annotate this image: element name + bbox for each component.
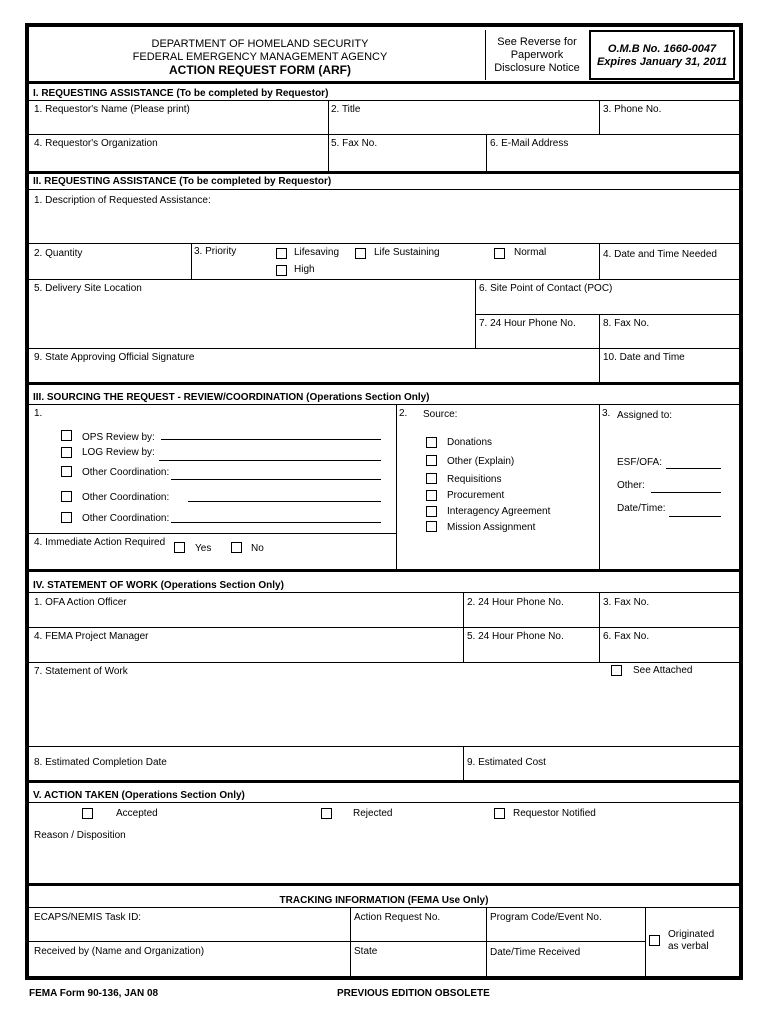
other-coord-2-label: Other Coordination: — [82, 492, 170, 503]
see-attached-checkbox[interactable] — [611, 665, 622, 676]
rejected-checkbox[interactable] — [321, 808, 332, 819]
log-review-label: LOG Review by: — [82, 447, 155, 458]
delivery-site-label: 5. Delivery Site Location — [34, 283, 142, 294]
agency-name: FEDERAL EMERGENCY MANAGEMENT AGENCY — [132, 51, 388, 63]
received-by-label: Received by (Name and Organization) — [34, 946, 205, 957]
source-mission-checkbox[interactable] — [426, 521, 437, 532]
life-sustaining-checkbox[interactable] — [355, 248, 366, 259]
source-interagency-label: Interagency Agreement — [447, 506, 551, 517]
form-title: ACTION REQUEST FORM (ARF) — [169, 63, 351, 77]
other-coord-3-checkbox[interactable] — [61, 512, 72, 523]
ops-review-checkbox[interactable] — [61, 430, 72, 441]
quantity-label: 2. Quantity — [34, 248, 83, 259]
ofa-fax-label: 3. Fax No. — [603, 597, 650, 608]
form-number: FEMA Form 90-136, JAN 08 — [29, 988, 159, 999]
immediate-action-label: 4. Immediate Action Required — [34, 537, 166, 548]
immediate-yes-label: Yes — [195, 543, 212, 554]
notice-line-1: See Reverse for — [497, 36, 577, 48]
source-number: 2. — [399, 408, 408, 419]
ops-review-line[interactable] — [161, 439, 381, 440]
assigned-number: 3. — [602, 408, 611, 419]
ofa-officer-label: 1. OFA Action Officer — [34, 597, 127, 608]
normal-label: Normal — [514, 247, 547, 258]
other-coord-2-checkbox[interactable] — [61, 491, 72, 502]
source-procurement-label: Procurement — [447, 490, 505, 501]
log-review-checkbox[interactable] — [61, 447, 72, 458]
source-requisitions-checkbox[interactable] — [426, 473, 437, 484]
high-checkbox[interactable] — [276, 265, 287, 276]
fax-label: 5. Fax No. — [331, 138, 378, 149]
date-needed-label: 4. Date and Time Needed — [603, 249, 717, 260]
originated-verbal-checkbox[interactable] — [649, 935, 660, 946]
requestor-notified-checkbox[interactable] — [494, 808, 505, 819]
ecaps-label: ECAPS/NEMIS Task ID: — [34, 912, 142, 923]
reason-disposition-label: Reason / Disposition — [34, 830, 126, 841]
estimated-cost-label: 9. Estimated Cost — [467, 757, 546, 768]
originated-label: Originated — [668, 929, 715, 940]
accepted-label: Accepted — [116, 808, 158, 819]
accepted-checkbox[interactable] — [82, 808, 93, 819]
ops-review-label: OPS Review by: — [82, 432, 155, 443]
other-coord-1-checkbox[interactable] — [61, 466, 72, 477]
other-coord-2-line[interactable] — [188, 501, 381, 502]
requestor-notified-label: Requestor Notified — [513, 808, 596, 819]
section-4-heading: IV. STATEMENT OF WORK (Operations Section Only) — [33, 580, 284, 591]
log-review-line[interactable] — [159, 460, 381, 461]
poc-label: 6. Site Point of Contact (POC) — [479, 283, 613, 294]
omb-expires: Expires January 31, 2011 — [596, 56, 728, 68]
requestor-name-label: 1. Requestor's Name (Please print) — [34, 104, 190, 115]
immediate-yes-checkbox[interactable] — [174, 542, 185, 553]
assigned-label: Assigned to: — [617, 410, 673, 421]
high-label: High — [294, 264, 315, 275]
section-1-heading: I. REQUESTING ASSISTANCE (To be completed by Requestor) — [33, 88, 329, 99]
email-label: 6. E-Mail Address — [490, 138, 569, 149]
source-mission-label: Mission Assignment — [447, 522, 536, 533]
description-label: 1. Description of Requested Assistance: — [34, 195, 211, 206]
section-2-heading: II. REQUESTING ASSISTANCE (To be completed by Requestor) — [33, 176, 332, 187]
life-sustaining-label: Life Sustaining — [374, 247, 440, 258]
pm-phone-label: 5. 24 Hour Phone No. — [467, 631, 564, 642]
state-label: State — [354, 946, 378, 957]
see-attached-label: See Attached — [633, 665, 693, 676]
project-manager-label: 4. FEMA Project Manager — [34, 631, 149, 642]
assigned-other-label: Other: — [617, 480, 645, 491]
statement-of-work-label: 7. Statement of Work — [34, 666, 128, 677]
date-time-label: 10. Date and Time — [603, 352, 685, 363]
program-code-label: Program Code/Event No. — [490, 912, 602, 923]
review-number: 1. — [34, 408, 43, 419]
phone-label: 3. Phone No. — [603, 104, 662, 115]
source-other-label: Other (Explain) — [447, 456, 515, 467]
as-verbal-label: as verbal — [668, 941, 709, 952]
obsolete-notice: PREVIOUS EDITION OBSOLETE — [337, 988, 490, 999]
other-coord-1-label: Other Coordination: — [82, 467, 170, 478]
notice-line-3: Disclosure Notice — [494, 62, 580, 74]
other-coord-1-line[interactable] — [171, 479, 381, 480]
source-label: Source: — [423, 409, 458, 420]
esf-ofa-label: ESF/OFA: — [617, 457, 663, 468]
normal-checkbox[interactable] — [494, 248, 505, 259]
assigned-datetime-label: Date/Time: — [617, 503, 666, 514]
source-requisitions-label: Requisitions — [447, 474, 502, 485]
source-interagency-checkbox[interactable] — [426, 506, 437, 517]
dept-name: DEPARTMENT OF HOMELAND SECURITY — [151, 38, 369, 50]
notice-line-2: Paperwork — [510, 49, 564, 61]
assigned-datetime-line[interactable] — [669, 516, 721, 517]
completion-date-label: 8. Estimated Completion Date — [34, 757, 167, 768]
other-coord-3-line[interactable] — [171, 522, 381, 523]
state-signature-label: 9. State Approving Official Signature — [34, 352, 195, 363]
fax-2-label: 8. Fax No. — [603, 318, 650, 329]
rejected-label: Rejected — [353, 808, 393, 819]
immediate-no-label: No — [251, 543, 264, 554]
source-other-checkbox[interactable] — [426, 455, 437, 466]
omb-number: O.M.B No. 1660-0047 — [607, 43, 717, 55]
lifesaving-checkbox[interactable] — [276, 248, 287, 259]
source-donations-label: Donations — [447, 437, 493, 448]
priority-label: 3. Priority — [194, 246, 237, 257]
section-5-heading: V. ACTION TAKEN (Operations Section Only) — [33, 790, 245, 801]
source-donations-checkbox[interactable] — [426, 437, 437, 448]
title-label: 2. Title — [331, 104, 361, 115]
source-procurement-checkbox[interactable] — [426, 490, 437, 501]
hour-phone-label: 7. 24 Hour Phone No. — [479, 318, 576, 329]
section-3-heading: III. SOURCING THE REQUEST - REVIEW/COORDINATION (Operations Section Only) — [33, 392, 430, 403]
requestor-org-label: 4. Requestor's Organization — [34, 138, 158, 149]
other-coord-3-label: Other Coordination: — [82, 513, 170, 524]
ofa-phone-label: 2. 24 Hour Phone No. — [467, 597, 564, 608]
pm-fax-label: 6. Fax No. — [603, 631, 650, 642]
date-received-label: Date/Time Received — [490, 947, 581, 958]
esf-ofa-line[interactable] — [666, 468, 721, 469]
action-request-no-label: Action Request No. — [354, 912, 441, 923]
lifesaving-label: Lifesaving — [294, 247, 340, 258]
immediate-no-checkbox[interactable] — [231, 542, 242, 553]
tracking-heading: TRACKING INFORMATION (FEMA Use Only) — [279, 895, 489, 906]
assigned-other-line[interactable] — [651, 492, 721, 493]
